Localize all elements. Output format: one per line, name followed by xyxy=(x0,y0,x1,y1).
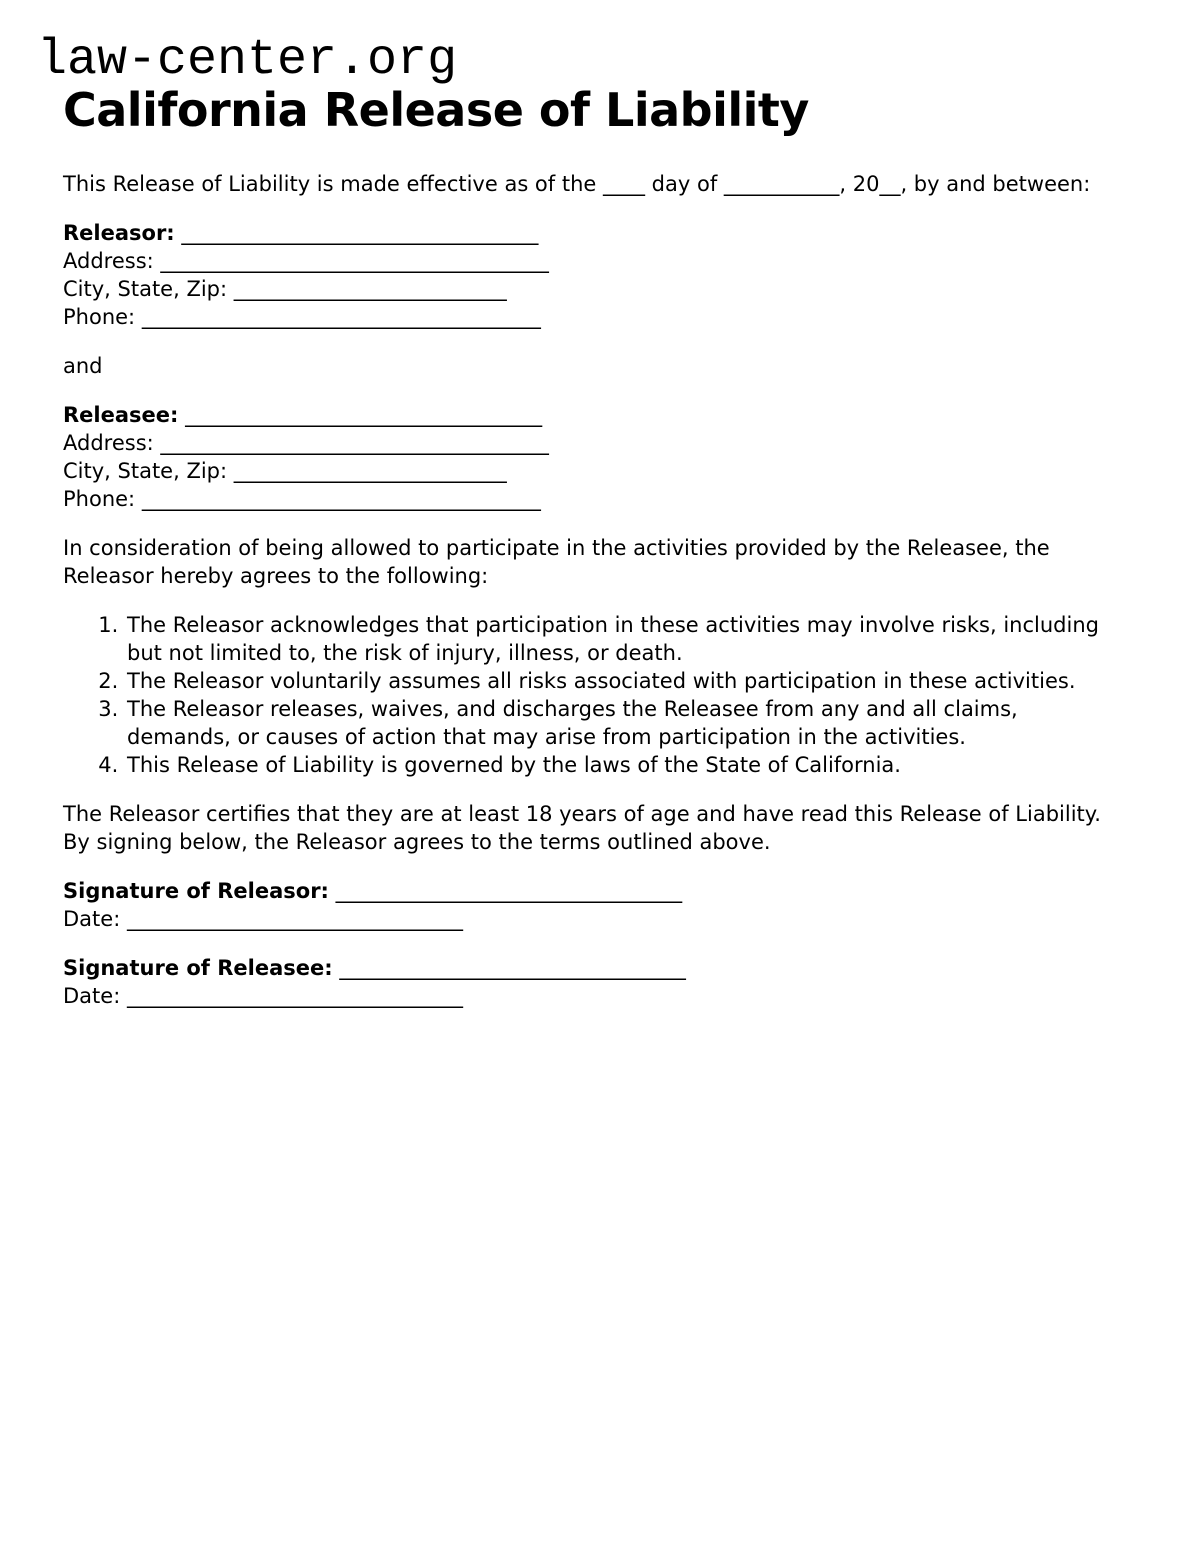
releasor-phone-row xyxy=(63,303,1123,331)
and-connector: and xyxy=(63,354,103,378)
releasee-city-state-zip-label: City, State, Zip: xyxy=(63,459,228,483)
releasor-city-state-zip-blank: __________________________ xyxy=(233,277,507,301)
releasor-phone-label: Phone: xyxy=(63,305,136,329)
releasor-signature-row xyxy=(63,877,1123,905)
releasor-address-blank: _____________________________________ xyxy=(160,249,549,273)
releasor-block xyxy=(63,219,1123,331)
releasor-signature-label: Signature of Releasor: xyxy=(63,879,329,903)
terms-list xyxy=(63,611,1123,779)
releasor-city-state-zip-label: City, State, Zip: xyxy=(63,277,228,301)
releasee-phone-blank: ______________________________________ xyxy=(141,487,541,511)
releasor-city-state-zip-row xyxy=(63,275,1123,303)
terms-item-2: 2. The Releasor voluntarily assumes all risks associated with participation in these activities. xyxy=(125,667,1123,695)
releasor-address-label: Address: xyxy=(63,249,154,273)
site-logo: law-center.org xyxy=(37,32,458,89)
releasee-name-row xyxy=(63,401,1123,429)
releasee-date-label: Date: xyxy=(63,984,121,1008)
releasor-name-row xyxy=(63,219,1123,247)
document-header xyxy=(37,32,1123,137)
releasee-phone-label: Phone: xyxy=(63,487,136,511)
releasor-phone-blank: ______________________________________ xyxy=(141,305,541,329)
releasee-city-state-zip-row xyxy=(63,457,1123,485)
releasor-date-label: Date: xyxy=(63,907,121,931)
releasee-block xyxy=(63,401,1123,513)
releasee-address-row xyxy=(63,429,1123,457)
intro-paragraph: This Release of Liability is made effective as of the ____ day of ___________, 20__, by and between: xyxy=(63,172,1091,196)
releasor-date-blank: ________________________________ xyxy=(126,907,463,931)
certification-paragraph: The Releasor certifies that they are at least 18 years of age and have read this Release of Liability. By signing below, the Releasor agrees to the terms outlined above. xyxy=(63,802,1101,854)
terms-item-3: 3. The Releasor releases, waives, and discharges the Releasee from any and all claims, demands, or causes of action that may arise from participation in the activities. xyxy=(125,695,1123,751)
document-title: California Release of Liability xyxy=(63,83,809,137)
releasee-address-blank: _____________________________________ xyxy=(160,431,549,455)
releasor-address-row xyxy=(63,247,1123,275)
releasor-label: Releasor: xyxy=(63,221,175,245)
terms-item-4: 4. This Release of Liability is governed by the laws of the State of California. xyxy=(125,751,1123,779)
releasor-name-blank: __________________________________ xyxy=(181,221,539,245)
releasee-date-row xyxy=(63,982,1123,1010)
terms-item-1: 1. The Releasor acknowledges that participation in these activities may involve risks, including but not limited to, the risk of injury, illness, or death. xyxy=(125,611,1123,667)
releasee-signature-blank: _________________________________ xyxy=(339,956,686,980)
releasor-signature-block xyxy=(63,877,1123,933)
releasee-phone-row xyxy=(63,485,1123,513)
releasor-date-row xyxy=(63,905,1123,933)
releasee-signature-row xyxy=(63,954,1123,982)
releasee-signature-label: Signature of Releasee: xyxy=(63,956,333,980)
releasee-city-state-zip-blank: __________________________ xyxy=(233,459,507,483)
releasor-signature-blank: _________________________________ xyxy=(335,879,683,903)
releasee-signature-block xyxy=(63,954,1123,1010)
releasee-address-label: Address: xyxy=(63,431,154,455)
consideration-paragraph: In consideration of being allowed to participate in the activities provided by the Releasee, the Releasor hereby agrees to the following: xyxy=(63,536,1050,588)
releasee-date-blank: ________________________________ xyxy=(126,984,463,1008)
releasee-label: Releasee: xyxy=(63,403,179,427)
releasee-name-blank: __________________________________ xyxy=(185,403,543,427)
